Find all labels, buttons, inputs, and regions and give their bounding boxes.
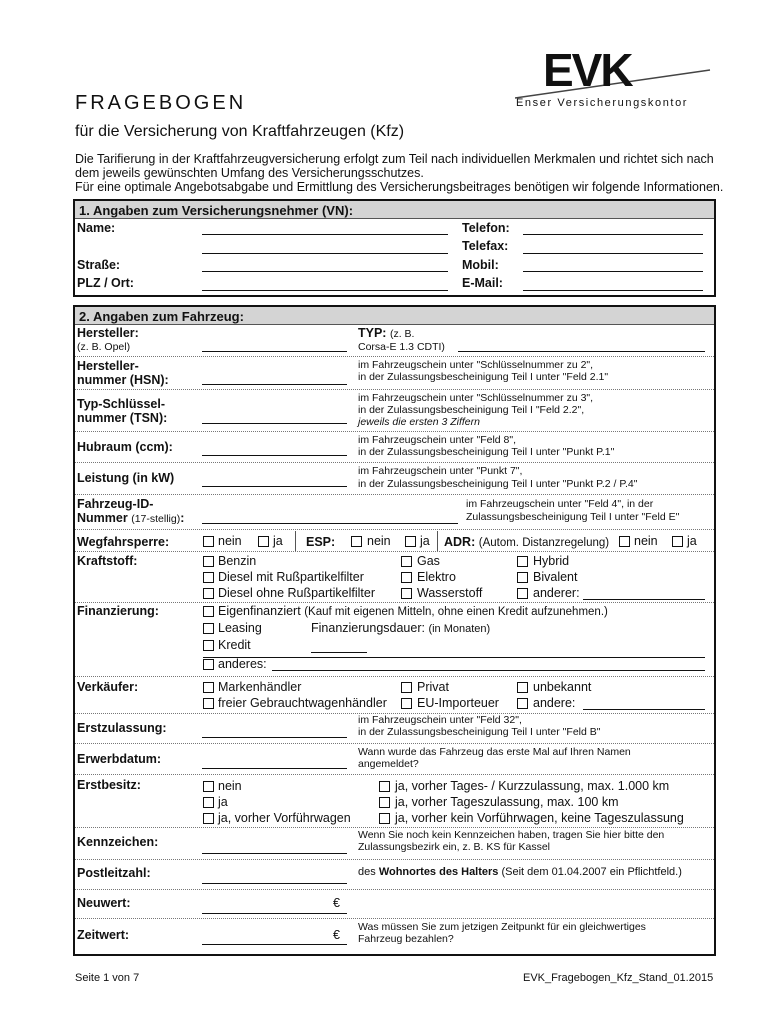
- erstzulassung-label: Erstzulassung:: [77, 721, 167, 735]
- hubraum-field[interactable]: [202, 455, 347, 456]
- section-1-header: 1. Angaben zum Versicherungsnehmer (VN):: [75, 201, 714, 219]
- erstzulassung-note-2: in der Zulassungsbescheinigung Teil I unter "Feld B": [358, 726, 601, 738]
- leasing-label: Leasing: [218, 621, 262, 635]
- postleitzahl-label: Postleitzahl:: [77, 866, 151, 880]
- fahrzeug-id-field[interactable]: [202, 523, 458, 524]
- tsn-field[interactable]: [202, 423, 347, 424]
- tsn-note-2: in der Zulassungsbescheinigung Teil I "Feld 2.2",: [358, 404, 585, 416]
- erstbesitz-nein-label: nein: [218, 779, 242, 793]
- kennzeichen-note-2: Zulassungsbezirk ein, z. B. KS für Kassel: [358, 841, 550, 853]
- erstbesitz-tz-label: ja, vorher Tageszulassung, max. 100 km: [395, 795, 619, 809]
- anderer-label: anderer:: [533, 586, 580, 600]
- anderes-field[interactable]: [272, 670, 705, 671]
- benzin-label: Benzin: [218, 554, 257, 568]
- esp-label: ESP:: [306, 535, 336, 549]
- leistung-note-2: in der Zulassungsbescheinigung Teil I unter "Punkt P.2 / P.4": [358, 478, 638, 490]
- typ-hint-1: (z. B.: [389, 328, 415, 340]
- section-2-header: 2. Angaben zum Fahrzeug:: [75, 307, 714, 325]
- anderes-label: anderes:: [218, 657, 267, 671]
- eigenfinanziert-hint: (Kauf mit eigenen Mitteln, ohne einen Kredit aufzunehmen.): [304, 606, 608, 618]
- typ-label: [358, 326, 414, 340]
- divider: [75, 743, 714, 744]
- erstbesitz-label: Erstbesitz:: [77, 778, 141, 792]
- erstbesitz-keine-label: ja, vorher kein Vorführwagen, keine Tageszulassung: [395, 811, 684, 825]
- postleitzahl-note: [358, 866, 682, 878]
- gas-checkbox[interactable]: [401, 556, 412, 567]
- zeitwert-note-1: Was müssen Sie zum jetzigen Zeitpunkt für ein gleichwertiges: [358, 921, 646, 933]
- hubraum-label: Hubraum (ccm):: [77, 440, 173, 454]
- bivalent-label: Bivalent: [533, 570, 578, 584]
- markenhaendler-checkbox[interactable]: [203, 682, 214, 693]
- zeitwert-label: Zeitwert:: [77, 928, 130, 942]
- erstbesitz-tages-checkbox[interactable]: [379, 781, 390, 792]
- erstbesitz-vorfuehr-checkbox[interactable]: [203, 813, 214, 824]
- benzin-checkbox[interactable]: [203, 556, 214, 567]
- name-label: Name:: [77, 221, 116, 235]
- finanzierungsdauer-hint: (in Monaten): [428, 623, 491, 635]
- kennzeichen-label: Kennzeichen:: [77, 835, 159, 849]
- divider: [75, 462, 714, 463]
- verkaeufer-label: Verkäufer:: [77, 680, 139, 694]
- fahrzeug-id-nummer: Nummer: [77, 511, 128, 525]
- neuwert-euro: €: [333, 896, 340, 910]
- intro-line-1: Die Tarifierung in der Kraftfahrzeugversicherung erfolgt zum Teil nach individuellen Merkmalen und richtet sich nach: [75, 152, 714, 166]
- markenhaendler-label: Markenhändler: [218, 680, 302, 694]
- telefon-field[interactable]: [523, 234, 703, 235]
- hersteller-field[interactable]: [202, 351, 347, 352]
- adr-label: [444, 535, 609, 549]
- bivalent-checkbox[interactable]: [517, 572, 528, 583]
- tsn-note-3: jeweils die ersten 3 Ziffern: [358, 416, 480, 428]
- kraftstoff-label: Kraftstoff:: [77, 554, 138, 568]
- esp-nein-checkbox[interactable]: [351, 536, 362, 547]
- diesel-mit-checkbox[interactable]: [203, 572, 214, 583]
- divider: [75, 774, 714, 775]
- wegfahrsperre-ja-checkbox[interactable]: [258, 536, 269, 547]
- hsn-label-1: Hersteller-: [77, 359, 139, 373]
- gas-label: Gas: [417, 554, 440, 568]
- divider: [437, 531, 438, 551]
- typ-field[interactable]: [458, 351, 705, 352]
- hsn-field[interactable]: [202, 384, 347, 385]
- elektro-label: Elektro: [417, 570, 456, 584]
- tsn-label-1: Typ-Schlüssel-: [77, 397, 165, 411]
- page-title: FRAGEBOGEN: [75, 92, 247, 114]
- finanzierungsdauer-text: Finanzierungsdauer:: [311, 621, 425, 635]
- zeitwert-euro: €: [333, 928, 340, 942]
- intro-line-3: Für eine optimale Angebotsabgabe und Ermittlung des Versicherungsbeitrages benötigen wir folgende Informationen.: [75, 180, 724, 194]
- privat-checkbox[interactable]: [401, 682, 412, 693]
- adr-label-text: ADR:: [444, 535, 476, 549]
- adr-hint: (Autom. Distanzregelung): [478, 537, 610, 549]
- finanzierungsdauer-label: [311, 621, 490, 635]
- anderer-kraftstoff-field[interactable]: [583, 599, 705, 600]
- wegfahrsperre-nein-checkbox[interactable]: [203, 536, 214, 547]
- erstzulassung-note-1: im Fahrzeugschein unter "Feld 32",: [358, 714, 522, 726]
- hybrid-label: Hybrid: [533, 554, 570, 568]
- unbekannt-label: unbekannt: [533, 680, 592, 694]
- diesel-ohne-checkbox[interactable]: [203, 588, 214, 599]
- kennzeichen-field[interactable]: [202, 853, 347, 854]
- adr-ja-label: ja: [687, 534, 697, 548]
- fahrzeug-id-hint: (17-stellig): [131, 513, 181, 525]
- elektro-checkbox[interactable]: [401, 572, 412, 583]
- divider: [75, 859, 714, 860]
- hsn-label-2: nummer (HSN):: [77, 373, 169, 387]
- adr-ja-checkbox[interactable]: [672, 536, 683, 547]
- leistung-label: Leistung (in kW): [77, 471, 175, 485]
- fahrzeug-id-note-1: im Fahrzeugschein unter "Feld 4", in der: [466, 498, 654, 510]
- erstbesitz-keine-checkbox[interactable]: [379, 813, 390, 824]
- leistung-note-1: im Fahrzeugschein unter "Punkt 7",: [358, 465, 523, 477]
- fahrzeug-id-colon: :: [180, 511, 185, 525]
- kredit-label: Kredit: [218, 638, 251, 652]
- anderer-checkbox[interactable]: [517, 588, 528, 599]
- hsn-note-1: im Fahrzeugschein unter "Schlüsselnummer zu 2",: [358, 359, 594, 371]
- zeitwert-field[interactable]: [202, 944, 347, 945]
- erstzulassung-field[interactable]: [202, 737, 347, 738]
- hsn-note-2: in der Zulassungsbescheinigung Teil I unter "Feld 2.1": [358, 371, 609, 383]
- eigenfinanziert-label: [218, 604, 608, 618]
- telefax-field[interactable]: [523, 253, 703, 254]
- divider: [75, 431, 714, 432]
- andere-checkbox[interactable]: [517, 698, 528, 709]
- hubraum-note-1: im Fahrzeugschein unter "Feld 8",: [358, 434, 517, 446]
- leistung-field[interactable]: [202, 486, 347, 487]
- leasing-checkbox[interactable]: [203, 623, 214, 634]
- divider: [75, 918, 714, 919]
- divider: [75, 827, 714, 828]
- erstbesitz-nein-checkbox[interactable]: [203, 781, 214, 792]
- wegfahrsperre-nein-label: nein: [218, 534, 242, 548]
- tsn-note-1: im Fahrzeugschein unter "Schlüsselnummer zu 3",: [358, 392, 594, 404]
- email-label: E-Mail:: [462, 276, 503, 290]
- eigenfinanziert-text: Eigenfinanziert: [218, 604, 301, 618]
- diesel-ohne-label: Diesel ohne Rußpartikelfilter: [218, 586, 376, 600]
- divider: [75, 529, 714, 530]
- erstbesitz-ja-checkbox[interactable]: [203, 797, 214, 808]
- name-field-2[interactable]: [202, 253, 448, 254]
- tsn-label-2: nummer (TSN):: [77, 411, 168, 425]
- erwerbdatum-note-2: angemeldet?: [358, 758, 419, 770]
- neuwert-label: Neuwert:: [77, 896, 131, 910]
- plz-ort-field[interactable]: [202, 290, 448, 291]
- andere-label: andere:: [533, 696, 576, 710]
- fahrzeug-id-label-2: [77, 511, 184, 525]
- page-subtitle: für die Versicherung von Kraftfahrzeugen (Kfz): [75, 123, 405, 140]
- telefon-label: Telefon:: [462, 221, 510, 235]
- anderes-checkbox[interactable]: [203, 659, 214, 670]
- eu-importeuer-label: EU-Importeuer: [417, 696, 499, 710]
- unbekannt-checkbox[interactable]: [517, 682, 528, 693]
- neuwert-field[interactable]: [202, 913, 347, 914]
- divider: [75, 494, 714, 495]
- esp-ja-checkbox[interactable]: [405, 536, 416, 547]
- gebrauchtwagenhaendler-label: freier Gebrauchtwagenhändler: [218, 696, 387, 710]
- zeitwert-note-2: Fahrzeug bezahlen?: [358, 933, 454, 945]
- divider: [75, 551, 714, 552]
- email-field[interactable]: [523, 290, 703, 291]
- fahrzeug-id-note-2: Zulassungsbescheinigung Teil I unter "Feld E": [466, 511, 680, 523]
- wegfahrsperre-label: Wegfahrsperre:: [77, 535, 170, 549]
- wasserstoff-checkbox[interactable]: [401, 588, 412, 599]
- kredit-checkbox[interactable]: [203, 640, 214, 651]
- wasserstoff-label: Wasserstoff: [417, 586, 483, 600]
- divider: [75, 389, 714, 390]
- postleitzahl-note-c: (Seit dem 01.04.2007 ein Pflichtfeld.): [501, 866, 682, 878]
- erstbesitz-tages-label: ja, vorher Tages- / Kurzzulassung, max. 1.000 km: [395, 779, 670, 793]
- divider: [75, 676, 714, 677]
- typ-hint-2: Corsa-E 1.3 CDTI): [358, 341, 445, 353]
- erwerbdatum-label: Erwerbdatum:: [77, 752, 162, 766]
- finanzierung-label: Finanzierung:: [77, 604, 159, 618]
- mobil-field[interactable]: [523, 271, 703, 272]
- hersteller-label: Hersteller:: [77, 326, 139, 340]
- strasse-field[interactable]: [202, 271, 448, 272]
- mobil-label: Mobil:: [462, 258, 499, 272]
- erwerbdatum-note-1: Wann wurde das Fahrzeug das erste Mal auf Ihren Namen: [358, 746, 631, 758]
- strasse-label: Straße:: [77, 258, 121, 272]
- gebrauchtwagenhaendler-checkbox[interactable]: [203, 698, 214, 709]
- logo-text: EVK: [543, 44, 632, 96]
- wegfahrsperre-ja-label: ja: [273, 534, 283, 548]
- finanzierung-extra-line[interactable]: [203, 657, 705, 658]
- esp-nein-label: nein: [367, 534, 391, 548]
- esp-ja-label: ja: [420, 534, 430, 548]
- logo-subtitle: Enser Versicherungskontor: [516, 97, 689, 109]
- divider: [295, 531, 296, 551]
- hersteller-hint: (z. B. Opel): [77, 341, 131, 353]
- divider: [75, 356, 714, 357]
- hubraum-note-2: in der Zulassungsbescheinigung Teil I unter "Punkt P.1": [358, 446, 615, 458]
- adr-nein-checkbox[interactable]: [619, 536, 630, 547]
- adr-nein-label: nein: [634, 534, 658, 548]
- erstbesitz-vorfuehr-label: ja, vorher Vorführwagen: [218, 811, 351, 825]
- plz-ort-label: PLZ / Ort:: [77, 276, 134, 290]
- telefax-label: Telefax:: [462, 239, 509, 253]
- footer-document-id: EVK_Fragebogen_Kfz_Stand_01.2015: [523, 972, 714, 984]
- postleitzahl-field[interactable]: [202, 883, 347, 884]
- hybrid-checkbox[interactable]: [517, 556, 528, 567]
- eigenfinanziert-checkbox[interactable]: [203, 606, 214, 617]
- kennzeichen-note-1: Wenn Sie noch kein Kennzeichen haben, tragen Sie hier bitte den: [358, 829, 665, 841]
- erstbesitz-ja-label: ja: [218, 795, 228, 809]
- fahrzeug-id-label-1: Fahrzeug-ID-: [77, 497, 154, 511]
- typ-label-text: TYP:: [358, 326, 387, 340]
- diesel-mit-label: Diesel mit Rußpartikelfilter: [218, 570, 364, 584]
- finanzierungsdauer-field[interactable]: [311, 652, 367, 653]
- postleitzahl-note-b: Wohnortes des Halters: [378, 866, 499, 878]
- postleitzahl-note-a: des: [358, 866, 376, 878]
- intro-line-2: dem jeweils gewünschten Umfang des Versicherungsschutzes.: [75, 166, 424, 180]
- divider: [75, 602, 714, 603]
- footer-page-number: Seite 1 von 7: [75, 972, 140, 984]
- andere-verkaeufer-field[interactable]: [583, 709, 705, 710]
- eu-importeuer-checkbox[interactable]: [401, 698, 412, 709]
- erwerbdatum-field[interactable]: [202, 768, 347, 769]
- privat-label: Privat: [417, 680, 449, 694]
- name-field[interactable]: [202, 234, 448, 235]
- erstbesitz-tz-checkbox[interactable]: [379, 797, 390, 808]
- divider: [75, 889, 714, 890]
